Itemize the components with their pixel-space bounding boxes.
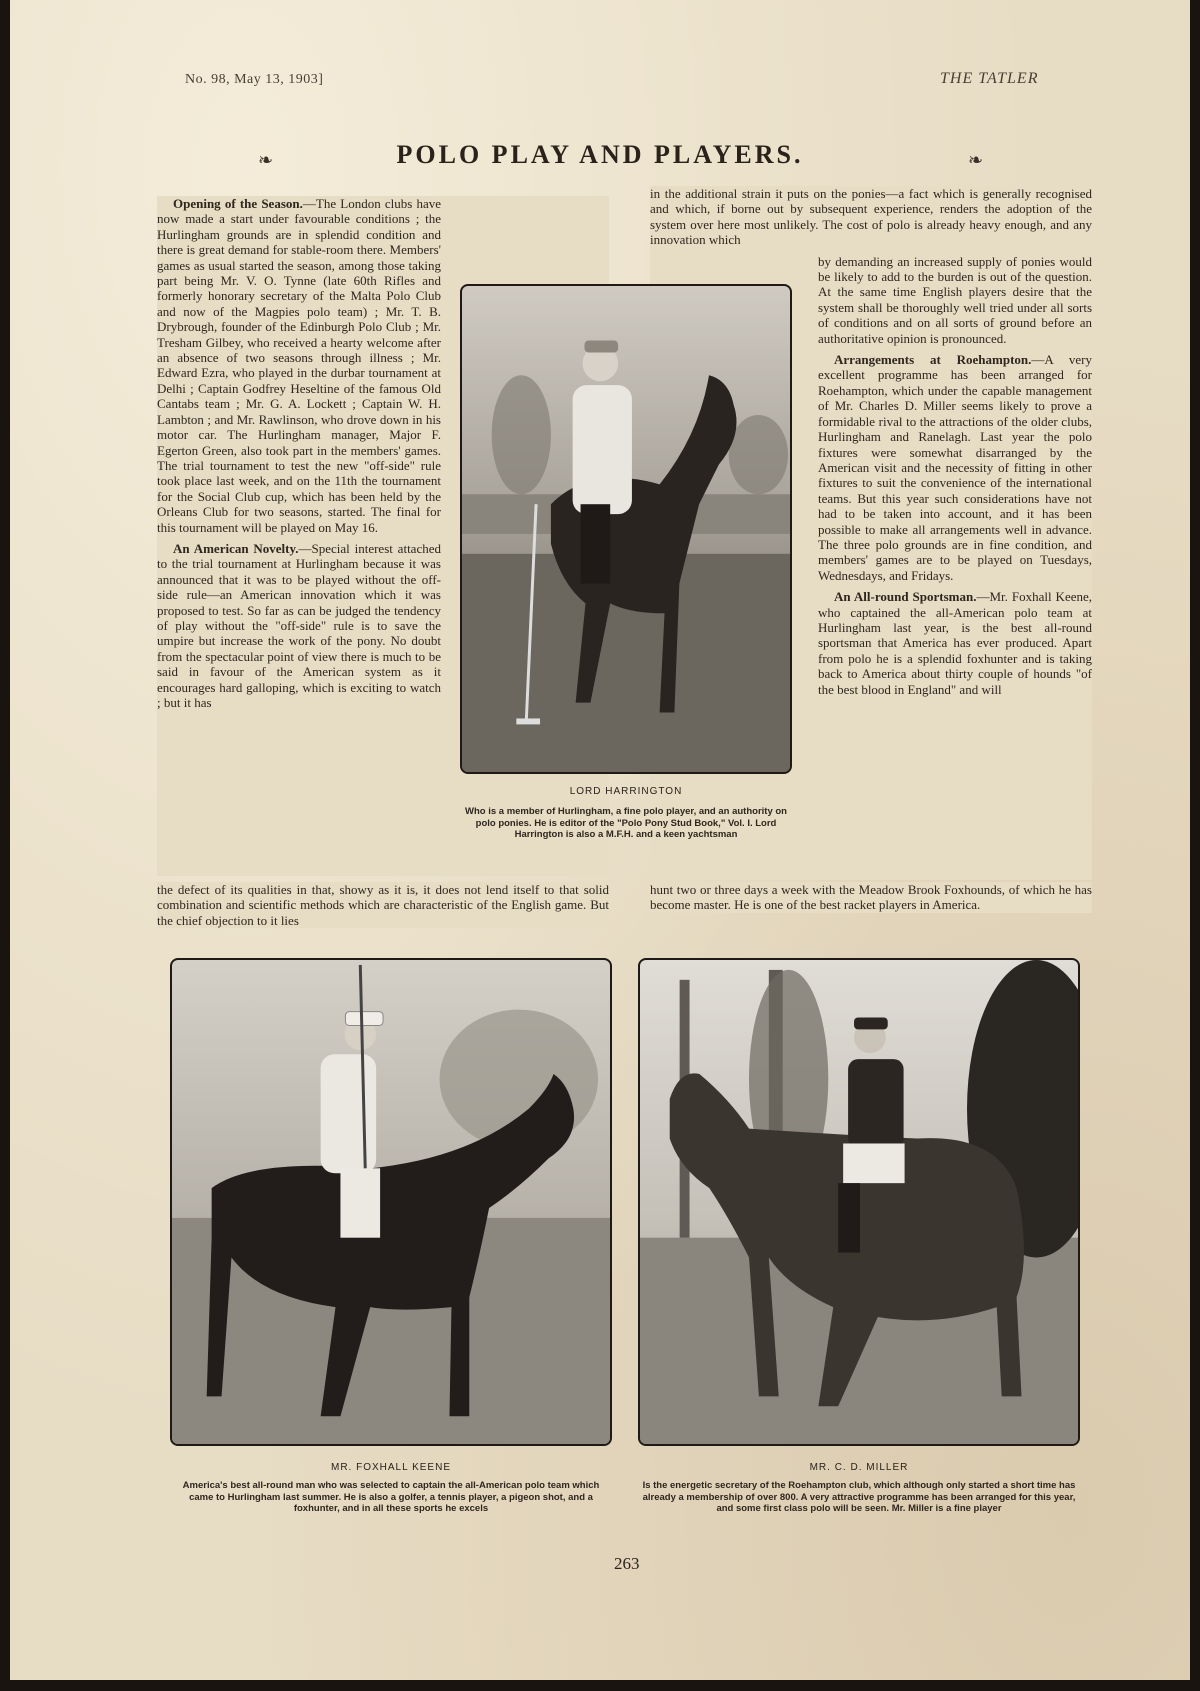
head-roehampton: Arrangements at Roehampton. [834, 352, 1032, 368]
caption-name-miller: MR. C. D. MILLER [809, 1462, 909, 1473]
harrington-illustration [462, 286, 790, 772]
caption-text-miller: Is the energetic secretary of the Roehampton club, which although only started a short time has already a membership of over 800. A very attractive programme has been arranged for this year, and some first class polo will be seen. Mr. Miller is a fine player [642, 1480, 1076, 1514]
text-opening: —The London clubs have now made a start under favourable conditions ; the Hurlingham grounds are in splendid condition and there is great demand for stable-room there. Members' games as usual started the season, among those taking part being Mr. V. O. Tynne (late 60th Rifles and formerly honorary secretary of the Malta Polo Club and now of the Magpies polo team) ; Mr. T. B. Drybrough, founder of the Edinburgh Polo Club ; Mr. Tresham Gilbey, who received a hearty welcome after an absence of two seasons through illness ; Mr. Edward Ezra, who played in the durbar tournament at Delhi ; Captain Godfrey Heseltine of the famous Old Cantabs team ; Mr. G. A. Lockett ; Captain W. H. Lambton ; and Mr. Rawlinson, who drove down in his motor car. The Hurlingham manager, Major F. Egerton Green, also took part in the members' games. The trial tournament to test the new "off-side" rule took place last week, and on the 11th the tournament for the Social Club cup, which has been held by the Orleans Club for two seasons, started. The final for this tournament will be played on May 16. [157, 196, 441, 535]
text-roehampton: —A very excellent programme has been arranged for Roehampton, which under the capable management of Mr. Charles D. Miller seems likely to prove a formidable rival to the attractions of the older clubs, Hurlingham and Ranelagh. Last year the polo fixtures were somewhat disarranged by the American visit and the necessity of fitting in other fixtures to suit the convenience of the international teams. But this year such considerations have not had to be taken into account, and it has been possible to make all arrangements well in advance. The three polo grounds are in fine condition, and members' games are to be played on Tuesdays, Wednesdays, and Fridays. [818, 352, 1092, 583]
page-number: 263 [614, 1554, 640, 1573]
caption-text-keene: America's best all-round man who was selected to captain the all-American polo team which came to Hurlingham last summer. He is also a golfer, a tennis player, a pigeon shot, and a foxhunter, and in all these sports he excels [182, 1480, 600, 1514]
issue-line: No. 98, May 13, 1903] [185, 72, 324, 87]
bottom-right-text: hunt two or three days a week with the Meadow Brook Foxhounds, of which he has become master. He is one of the best racket players in America. [650, 882, 1092, 913]
photo-foxhall-keene [170, 958, 612, 1446]
ornament-left-icon: ❧ [258, 150, 274, 170]
right-continued-text: by demanding an increased supply of ponies would be likely to add to the burden is out of the question. At the same time English players desire that the system shall be thoroughly well tried under all sorts of conditions and on all sorts of ground before an authoritative opinion is pronounced. [818, 253, 1092, 346]
keene-illustration [172, 960, 610, 1444]
ornament-right-icon: ❧ [968, 150, 984, 170]
head-opening: Opening of the Season. [173, 196, 303, 211]
head-all-round: An All-round Sportsman. [834, 589, 977, 605]
bottom-left-text: the defect of its qualities in that, showy as it is, it does not lend itself to that solid combination and scientific methods which are characteristic of the English game. But the chief objection to it lies [157, 882, 609, 928]
caption-name-harrington: LORD HARRINGTON [569, 786, 683, 797]
text-all-round: —Mr. Foxhall Keene, who captained the all-American polo team at Hurlingham last year, is the best all-round sportsman that America has ever produced. Apart from polo he is a splendid foxhunter and is taking back to America about thirty couple of hounds "of the best blood in England" and will [818, 589, 1092, 697]
publication-name: THE TATLER [940, 70, 1039, 87]
head-american-novelty: An American Novelty. [173, 540, 299, 556]
text-american-novelty: —Special interest attached to the trial tournament at Hurlingham because it was announced that it was to be played without the off-side rule—an American innovation which it was proposed to test. So far as can be judged the tendency of play without the "off-side" rule is to save the umpire but increase the work of the pony. No doubt from the spectacular point of view there is much to be said in favour of the American system as it encourages hard galloping, which is exciting to watch ; but it has [157, 540, 441, 710]
caption-name-keene: MR. FOXHALL KEENE [331, 1462, 451, 1473]
caption-text-harrington: Who is a member of Hurlingham, a fine polo player, and an authority on polo ponies. He is editor of the "Polo Pony Stud Book," Vol. I. Lord Harrington is also a M.F.H. and a keen yachtsman [465, 806, 787, 840]
magazine-page [10, 0, 1190, 1680]
miller-illustration [640, 960, 1078, 1444]
photo-lord-harrington [460, 284, 792, 774]
article-title: POLO PLAY AND PLAYERS. [396, 140, 804, 169]
photo-cd-miller [638, 958, 1080, 1446]
right-top-text: in the additional strain it puts on the ponies—a fact which is generally recognised and which, if borne out by subsequent experience, renders the adoption of the system over here most unlikely. The cost of polo is already heavy enough, and any innovation which [650, 186, 1092, 248]
